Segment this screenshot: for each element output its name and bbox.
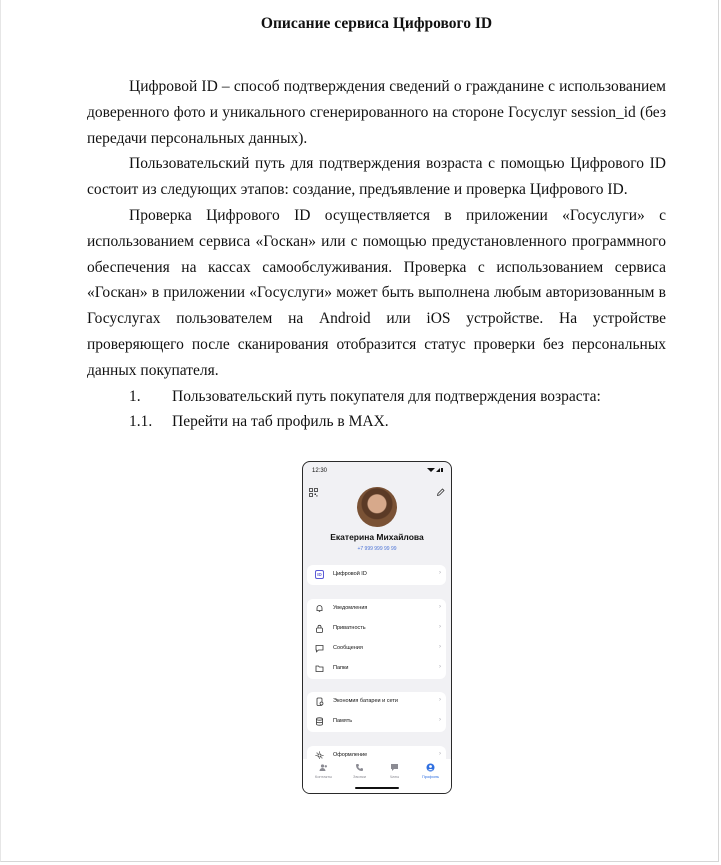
- chevron-right-icon: ›: [439, 570, 441, 576]
- settings-item-label: Оформление: [333, 752, 368, 758]
- paragraph: Пользовательский путь для подтверждения возраста с помощью Цифрового ID состоит из следующих этапов: создание, предъявление и проверка Цифрового ID.: [87, 155, 666, 199]
- folder-icon: [315, 664, 324, 673]
- chevron-right-icon: ›: [439, 604, 441, 610]
- signal-icon: [427, 467, 443, 473]
- tab-profile[interactable]: [416, 763, 445, 779]
- list-text: Пользовательский путь покупателя для подтверждения возраста:: [172, 387, 601, 405]
- settings-item-messages[interactable]: [307, 639, 446, 659]
- settings-item-notifications[interactable]: [307, 599, 446, 619]
- settings-group: [307, 599, 446, 679]
- avatar[interactable]: [357, 487, 397, 527]
- qr-code-icon[interactable]: [309, 488, 318, 497]
- digital-id-card[interactable]: [307, 565, 446, 585]
- status-time: 12:30: [312, 468, 328, 474]
- settings-item-privacy[interactable]: [307, 619, 446, 639]
- chevron-right-icon: ›: [439, 717, 441, 723]
- tab-label: Контакты: [314, 774, 333, 779]
- list-text: Перейти на таб профиль в MAX.: [172, 413, 389, 431]
- status-icons: [427, 467, 443, 475]
- document-body: [87, 74, 666, 435]
- list-number: 1.: [129, 387, 141, 405]
- tab-label: Профиль: [421, 774, 440, 779]
- settings-group: [307, 692, 446, 732]
- paragraph: Проверка Цифрового ID осуществляется в приложении «Госуслуги» с использованием сервиса «Госкан» или с помощью предустановленного программного обеспечения на кассах самообслуживания. Проверка с использованием сервиса «Госкан» в приложении «Госуслуги» может быть выполнена любым авторизованным в Госуслугах пользователем на Android или iOS устройстве. На устройстве проверяющего после сканирования отобразится статус проверки без персональных данных покупателя.: [87, 206, 666, 379]
- bell-icon: [315, 604, 324, 613]
- chat-icon: [390, 763, 399, 772]
- settings-item-battery-saving[interactable]: [307, 692, 446, 712]
- lock-icon: [315, 624, 324, 633]
- settings-item-label: Уведомления: [333, 605, 368, 611]
- settings-item-folders[interactable]: [307, 659, 446, 679]
- phone-icon: [355, 763, 364, 772]
- list-item: [87, 384, 666, 410]
- tab-label: Звонки: [353, 774, 366, 779]
- settings-item-label: Память: [333, 718, 353, 724]
- settings-item-label: Сообщения: [333, 645, 363, 651]
- settings-item-label: Экономия батареи и сети: [333, 698, 398, 704]
- settings-item-label: Приватность: [333, 625, 366, 631]
- profile-name: Екатерина Михайлова: [330, 532, 424, 542]
- tab-contacts[interactable]: [309, 763, 338, 779]
- contacts-icon: [319, 763, 328, 772]
- settings-item-label: Цифровой ID: [333, 571, 367, 577]
- chevron-right-icon: ›: [439, 624, 441, 630]
- chevron-right-icon: ›: [439, 751, 441, 757]
- profile-phone: +7 999 999 99 99: [357, 546, 397, 552]
- digital-id-icon: ID: [315, 570, 324, 579]
- battery-icon: [315, 697, 324, 706]
- chevron-right-icon: ›: [439, 644, 441, 650]
- profile-icon: [426, 763, 435, 772]
- settings-item-storage[interactable]: [307, 712, 446, 732]
- tab-label: Чаты: [389, 774, 400, 779]
- chevron-right-icon: ›: [439, 697, 441, 703]
- chevron-right-icon: ›: [439, 664, 441, 670]
- home-indicator: [355, 787, 399, 789]
- tab-calls[interactable]: [345, 763, 374, 779]
- database-icon: [315, 717, 324, 726]
- list-number: 1.1.: [129, 413, 153, 431]
- edit-icon[interactable]: [436, 488, 445, 497]
- settings-item-label: Папки: [333, 665, 349, 671]
- message-icon: [315, 644, 324, 653]
- list-item: [87, 409, 666, 435]
- status-bar: [303, 462, 451, 482]
- settings-item-digital-id[interactable]: [307, 565, 446, 585]
- phone-screenshot: [302, 461, 452, 794]
- tab-chats[interactable]: [380, 763, 409, 779]
- tab-bar: [303, 759, 451, 793]
- paragraph: Цифровой ID – способ подтверждения сведений о гражданине с использованием доверенного фото и уникального сгенерированного на стороне Госуслуг session_id (без передачи персональных данных).: [87, 78, 666, 147]
- document-title: Описание сервиса Цифрового ID: [260, 15, 493, 32]
